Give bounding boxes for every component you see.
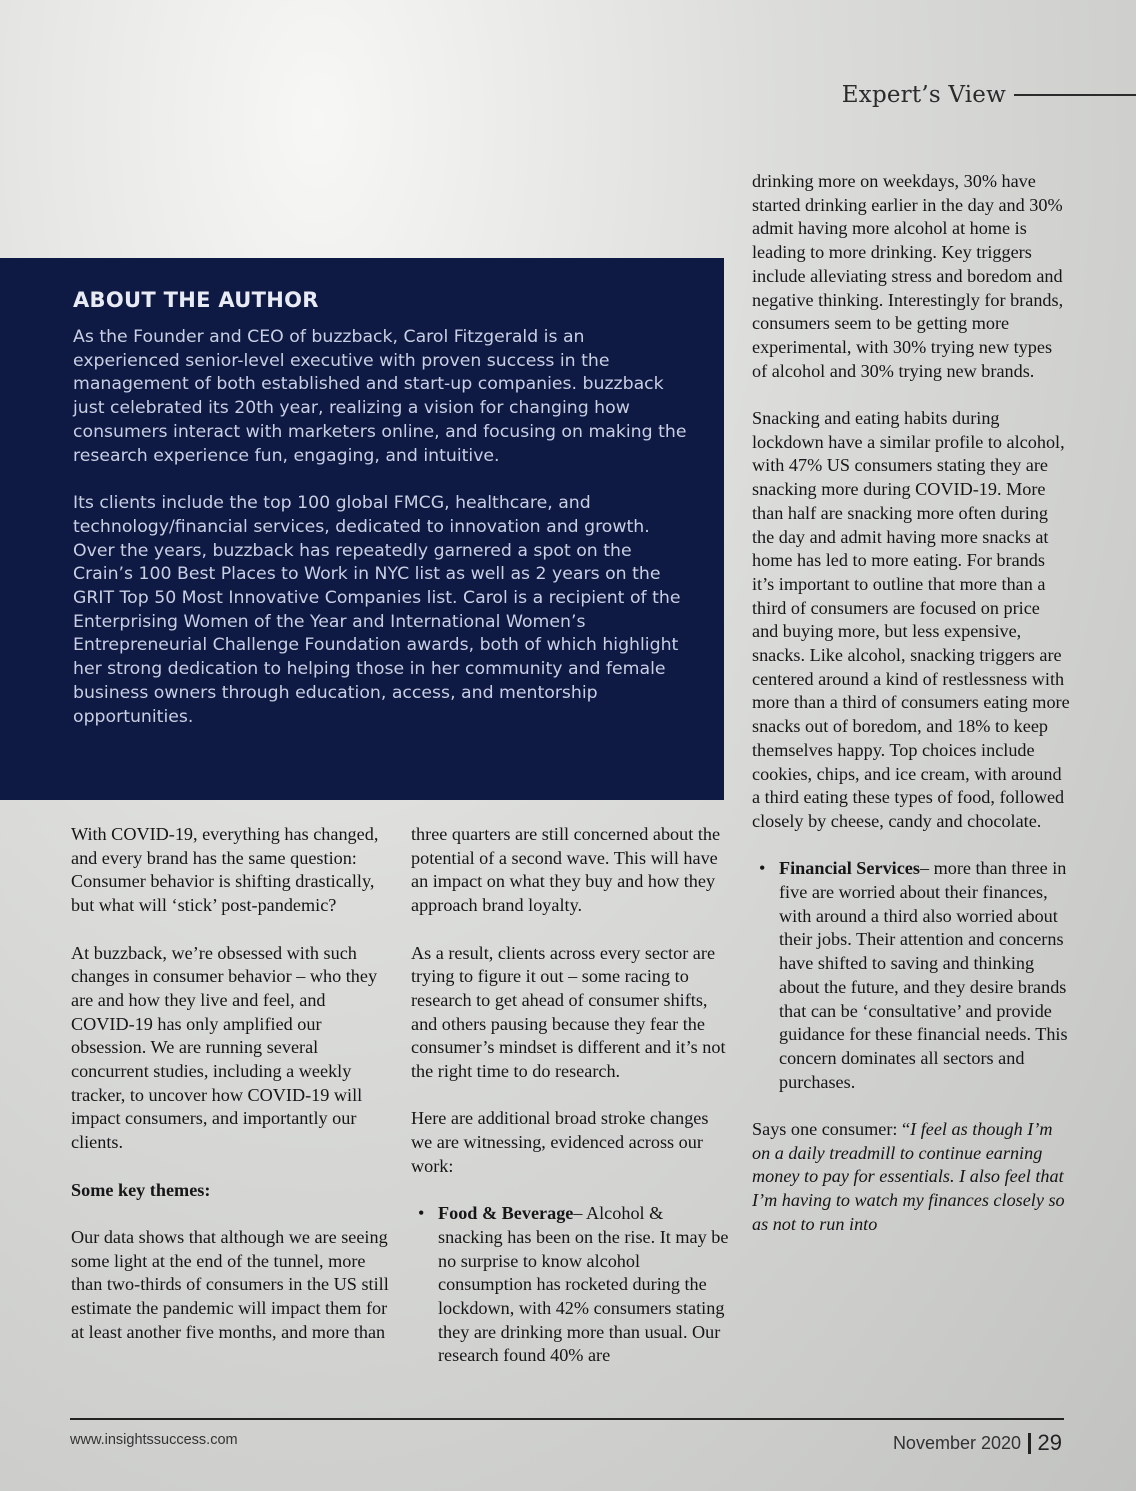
col2-paragraph-1: three quarters are still concerned about the potential of a second wave. This will have an impact on what they buy and how they approach brand loyalty. [411, 824, 721, 916]
col2-paragraph-3: Here are additional broad stroke changes we are witnessing, evidenced across our work: [411, 1108, 709, 1176]
column-1 [71, 823, 389, 1368]
column-3 [752, 170, 1070, 1260]
bullet-text: – Alcohol & snacking has been on the rise. It may be no surprise to know alcohol consumption has rocketed during the lockdown, with 42% consumers stating they are drinking more than usual. Our research found 40% are [438, 1203, 729, 1366]
footer-rule [70, 1418, 1064, 1420]
bullet-food-beverage [411, 1202, 729, 1368]
page-number: 29 [1037, 1430, 1062, 1455]
quote-text: I feel as though I’m on a daily treadmill to continue earning money to pay for essentials. I also feel that I’m having to watch my finances closely so as not to run into [752, 1119, 1065, 1234]
col1-paragraph-2: At buzzback, we’re obsessed with such changes in consumer behavior – who they are and how they live and feel, and COVID-19 has only amplified our obsession. We are running several concurrent studies, including a weekly tracker, to uncover how COVID-19 will impact consumers, and importantly our clients. [71, 942, 378, 1153]
col1-heading [71, 1179, 389, 1203]
section-title: Expert’s View [841, 82, 1006, 108]
footer-website: www.insightssuccess.com [70, 1432, 238, 1448]
about-author-paragraph-2: Its clients include the top 100 global FMCG, healthcare, and technology/financial services, dedicated to innovation and growth. Over the years, buzzback has repeatedly garnered a spot on the Crain’s 100 Best Places to Work in NYC list as well as 2 years on the GRIT Top 50 Most Innovative Companies list. Carol is a recipient of the Enterprising Women of the Year and International Women’s Entrepreneurial Challenge Foundation awards, both of which highlight her strong dedication to helping those in her community and female business owners through education, access, and mentorship opportunities. [73, 493, 681, 727]
footer-separator [1028, 1433, 1031, 1454]
consumer-quote [752, 1118, 1070, 1237]
bullet-label: Financial Services [779, 858, 920, 879]
bullet-dot: • [759, 858, 766, 879]
bullet-text: – more than three in five are worried about their finances, with around a third also worried about their jobs. Their attention and concerns have shifted to saving and thinking about the future, and they desire brands that can be ‘consultative’ and provide guidance for these financial needs. This concern dominates all sectors and purchases. [779, 858, 1068, 1092]
col1-paragraph-1: With COVID-19, everything has changed, and every brand has the same question: Consumer behavior is shifting drastically, but what will ‘stick’ post-pandemic? [71, 824, 379, 916]
footer-issue-info [893, 1430, 1062, 1456]
bullet-label: Food & Beverage [438, 1203, 574, 1224]
col3-paragraph-1: Snacking and eating habits during lockdown have a similar profile to alcohol, with 47% US consumers stating they are snacking more during COVID-19. More than half are snacking more often during the day and admit having more snacks at home has led to more eating. For brands it’s important to outline that more than a third of consumers are focused on price and buying more, but less expensive, snacks. Like alcohol, snacking triggers are centered around a kind of restlessness with more than a third of consumers eating more snacks out of boredom, and 18% to keep themselves happy. Top choices include cookies, chips, and ice cream, with around a third eating these types of food, followed closely by cheese, candy and chocolate. [752, 408, 1070, 831]
col2-paragraph-2: As a result, clients across every sector are trying to figure it out – some racing to research to get ahead of consumer shifts, and others pausing because they fear the consumer’s mindset is different and it’s not the right time to do research. [411, 942, 726, 1082]
bullet-continuation: drinking more on weekdays, 30% have started drinking earlier in the day and 30% admit having more alcohol at home is leading to more drinking. Key triggers include alleviating stress and boredom and negative thinking. Interestingly for brands, consumers seem to be getting more experimental, with 30% trying new types of alcohol and 30% trying new brands. [752, 171, 1064, 381]
about-author-box [0, 258, 724, 800]
section-label [842, 78, 1136, 112]
col1-paragraph-3: Our data shows that although we are seeing some light at the end of the tunnel, more than two-thirds of consumers in the US still estimate the pandemic will impact them for at least another five months, and more than [71, 1226, 389, 1342]
bullet-dot: • [418, 1203, 425, 1224]
bullet-financial-services [752, 857, 1070, 1094]
about-author-title: ABOUT THE AUTHOR [73, 288, 319, 312]
issue-date: November 2020 [892, 1432, 1022, 1453]
section-rule [1014, 94, 1136, 96]
about-author-paragraph-1: As the Founder and CEO of buzzback, Carol Fitzgerald is an experienced senior-level executive with proven success in the management of both established and start-up companies. buzzback just celebrated its 20th year, realizing a vision for changing how consumers interact with marketers online, and focusing on making the research experience fun, engaging, and intuitive. [73, 327, 687, 466]
column-2 [411, 823, 729, 1392]
key-themes-heading: Some key themes: [71, 1179, 211, 1200]
quote-intro: Says one consumer: “ [752, 1119, 911, 1140]
